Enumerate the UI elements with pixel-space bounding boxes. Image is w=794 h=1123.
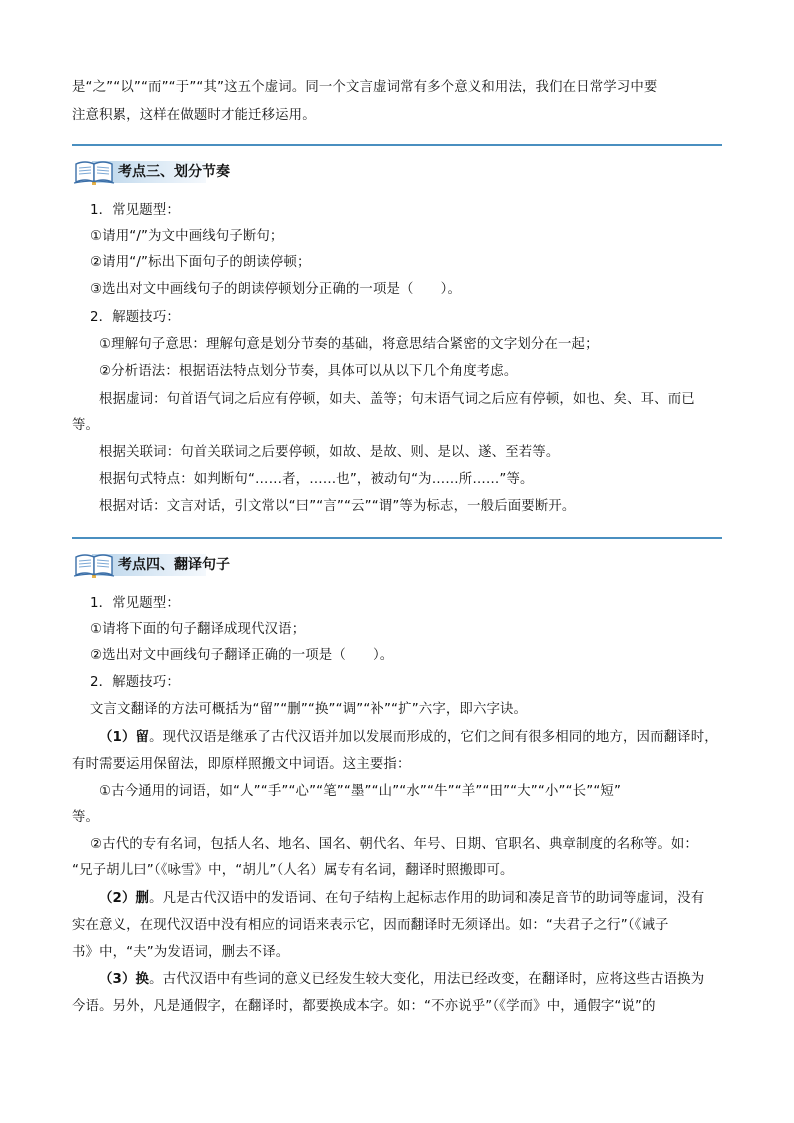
s4-p1-item1-line2: 等。 — [72, 810, 100, 825]
section-divider — [72, 144, 722, 146]
p2-label: （2）删 — [99, 891, 150, 906]
s3-q-heading: 1．常见题型： — [90, 203, 180, 218]
s3-tip2: ②分析语法：根据语法特点划分节奏，具体可以从以下几个角度考虑。 — [99, 364, 518, 379]
s3-tip6: 根据对话：文言对话，引文常以“曰”“言”“云”“谓”等为标志，一般后面要断开。 — [99, 499, 576, 514]
s3-q1: ①请用“/”为文中画线句子断句； — [90, 229, 284, 244]
s3-tip5: 根据句式特点：如判断句“……者，……也”，被动句“为……所……”等。 — [99, 472, 534, 487]
s3-q3: ③选出对文中画线句子的朗读停顿划分正确的一项是（ ）。 — [90, 282, 462, 297]
s4-p1-item1-line1: ①古今通用的词语，如“人”“手”“心”“笔”“墨”“山”“水”“牛”“羊”“田”“大”“小”“长”“短” — [99, 784, 622, 799]
section-divider — [72, 537, 722, 539]
s4-p2-line2: 实在意义，在现代汉语中没有相应的词语来表示它，因而翻译时无须译出。如：“夫君子之行”（《诫子 — [72, 918, 669, 933]
s4-p3-line1 — [99, 970, 751, 990]
intro-line-2: 注意积累，这样在做题时才能迁移运用。 — [72, 108, 316, 123]
s4-tips-heading: 2．解题技巧： — [90, 675, 180, 690]
s3-tip1: ①理解句子意思：理解句意是划分节奏的基础，将意思结合紧密的文字划分在一起； — [99, 337, 599, 352]
s4-q2: ②选出对文中画线句子翻译正确的一项是（ ）。 — [90, 648, 394, 663]
s4-p1-line1 — [99, 728, 751, 748]
s3-q2: ②请用“/”标出下面句子的朗读停顿； — [90, 255, 311, 270]
s4-p3-line2: 今语。另外，凡是通假字，在翻译时，都要换成本字。如：“不亦说乎”（《学而》中，通假字“说”的 — [72, 999, 656, 1014]
s4-p1-item2-line2: “兄子胡儿曰”（《咏雪》中，“胡儿”（人名）属专有名词，翻译时照搬即可。 — [72, 863, 514, 878]
p3-label: （3）换 — [99, 972, 150, 987]
section3-header — [72, 158, 230, 186]
section3-title: 考点三、划分节奏 — [118, 164, 230, 180]
open-book-icon — [72, 551, 116, 579]
s4-p1-item2-line1: ②古代的专有名词，包括人名、地名、国名、朝代名、年号、日期、官职名、典章制度的名称等。如： — [90, 837, 698, 852]
s4-p2-line3: 书》中，“夫”为发语词，删去不译。 — [72, 945, 290, 960]
s3-tip3-line1: 根据虚词：句首语气词之后应有停顿，如夫、盖等；句末语气词之后应有停顿，如也、矣、耳、而已 — [99, 392, 695, 407]
p3-text: 。古代汉语中有些词的意义已经发生较大变化，用法已经改变，在翻译时，应将这些古语换为 — [149, 972, 705, 987]
section4-title: 考点四、翻译句子 — [118, 557, 230, 573]
s3-tips-heading: 2．解题技巧： — [90, 310, 180, 325]
s3-tip3-line2: 等。 — [72, 418, 100, 433]
intro-line-1: 是“之”“以”“而”“于”“其”这五个虚词。同一个文言虚词常有多个意义和用法，我们在日常学习中要 — [72, 80, 658, 95]
p1-text: 。现代汉语是继承了古代汉语并加以发展而形成的，它们之间有很多相同的地方，因而翻译时， — [149, 730, 718, 745]
s4-p2-line1 — [99, 889, 751, 909]
s4-method: 文言文翻译的方法可概括为“留”“删”“换”“调”“补”“扩”六字，即六字诀。 — [90, 702, 528, 717]
p1-label: （1）留 — [99, 730, 150, 745]
s4-p1-line2: 有时需要运用保留法，即原样照搬文中词语。这主要指： — [72, 757, 411, 772]
s4-q1: ①请将下面的句子翻译成现代汉语； — [90, 622, 306, 637]
s3-tip4: 根据关联词：句首关联词之后要停顿，如故、是故、则、是以、遂、至若等。 — [99, 445, 560, 460]
s4-q-heading: 1．常见题型： — [90, 596, 180, 611]
open-book-icon — [72, 158, 116, 186]
section4-header — [72, 551, 230, 579]
p2-text: 。凡是古代汉语中的发语词、在句子结构上起标志作用的助词和凑足音节的助词等虚词，没有 — [149, 891, 705, 906]
